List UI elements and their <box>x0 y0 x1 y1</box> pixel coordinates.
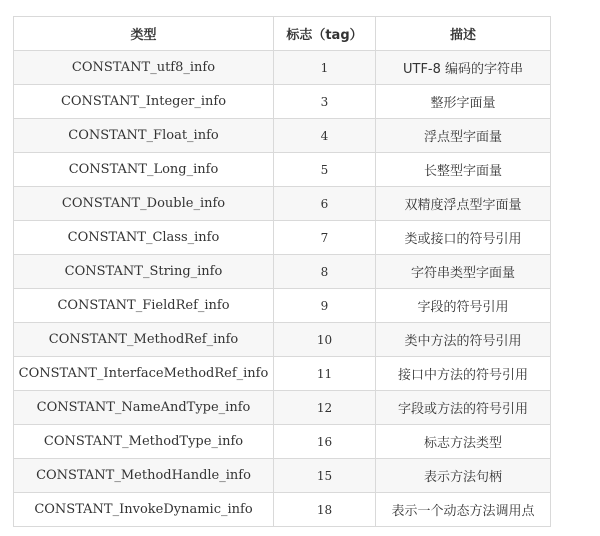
cell-tag: 16 <box>274 425 376 459</box>
cell-description: 表示一个动态方法调用点 <box>376 493 551 527</box>
cell-description: 标志方法类型 <box>376 425 551 459</box>
constant-pool-table-container <box>13 16 550 527</box>
cell-description: 浮点型字面量 <box>376 119 551 153</box>
cell-tag: 11 <box>274 357 376 391</box>
cell-tag: 8 <box>274 255 376 289</box>
cell-type: CONSTANT_Float_info <box>14 119 274 153</box>
cell-tag: 12 <box>274 391 376 425</box>
table-row <box>14 119 551 153</box>
table-row <box>14 255 551 289</box>
table-row <box>14 425 551 459</box>
cell-type: CONSTANT_MethodHandle_info <box>14 459 274 493</box>
cell-tag: 10 <box>274 323 376 357</box>
table-row <box>14 187 551 221</box>
header-description: 描述 <box>376 17 551 51</box>
cell-tag: 7 <box>274 221 376 255</box>
cell-description: 表示方法句柄 <box>376 459 551 493</box>
table-row <box>14 289 551 323</box>
cell-type: CONSTANT_Long_info <box>14 153 274 187</box>
cell-description: 双精度浮点型字面量 <box>376 187 551 221</box>
table-row <box>14 153 551 187</box>
table-body <box>14 51 551 527</box>
cell-description: 类或接口的符号引用 <box>376 221 551 255</box>
cell-tag: 4 <box>274 119 376 153</box>
header-row <box>14 17 551 51</box>
cell-type: CONSTANT_NameAndType_info <box>14 391 274 425</box>
cell-description: 整形字面量 <box>376 85 551 119</box>
table-header <box>14 17 551 51</box>
cell-type: CONSTANT_MethodRef_info <box>14 323 274 357</box>
table-row <box>14 51 551 85</box>
header-type: 类型 <box>14 17 274 51</box>
cell-type: CONSTANT_String_info <box>14 255 274 289</box>
cell-type: CONSTANT_MethodType_info <box>14 425 274 459</box>
cell-tag: 18 <box>274 493 376 527</box>
table-row <box>14 221 551 255</box>
cell-tag: 1 <box>274 51 376 85</box>
table-row <box>14 357 551 391</box>
cell-description: 字符串类型字面量 <box>376 255 551 289</box>
cell-description: 类中方法的符号引用 <box>376 323 551 357</box>
table-row <box>14 391 551 425</box>
header-tag: 标志（tag） <box>274 17 376 51</box>
cell-type: CONSTANT_InterfaceMethodRef_info <box>14 357 274 391</box>
cell-tag: 9 <box>274 289 376 323</box>
table-row <box>14 85 551 119</box>
table-row <box>14 493 551 527</box>
table-row <box>14 459 551 493</box>
cell-type: CONSTANT_utf8_info <box>14 51 274 85</box>
cell-description: 字段或方法的符号引用 <box>376 391 551 425</box>
cell-tag: 15 <box>274 459 376 493</box>
table-row <box>14 323 551 357</box>
cell-tag: 5 <box>274 153 376 187</box>
cell-type: CONSTANT_Double_info <box>14 187 274 221</box>
cell-description: 长整型字面量 <box>376 153 551 187</box>
cell-tag: 3 <box>274 85 376 119</box>
cell-type: CONSTANT_FieldRef_info <box>14 289 274 323</box>
constant-pool-table <box>13 16 551 527</box>
cell-type: CONSTANT_Integer_info <box>14 85 274 119</box>
cell-description: 字段的符号引用 <box>376 289 551 323</box>
cell-description: UTF-8 编码的字符串 <box>376 51 551 85</box>
cell-tag: 6 <box>274 187 376 221</box>
cell-description: 接口中方法的符号引用 <box>376 357 551 391</box>
cell-type: CONSTANT_Class_info <box>14 221 274 255</box>
cell-type: CONSTANT_InvokeDynamic_info <box>14 493 274 527</box>
